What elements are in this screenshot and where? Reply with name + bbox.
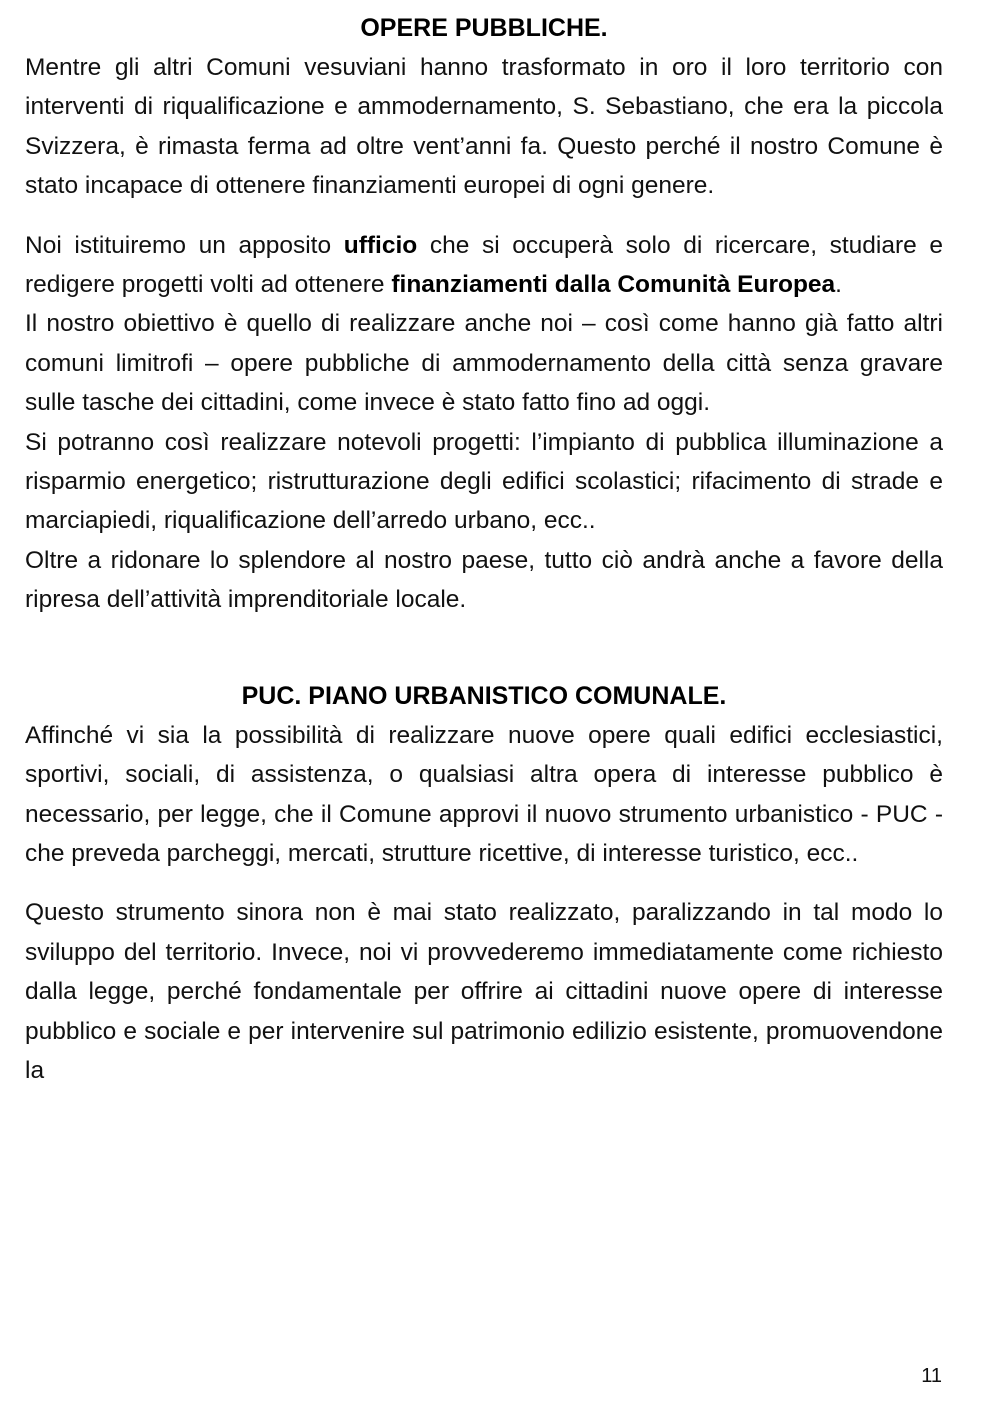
text-run: che si occuperà solo di ricercare, studiare e redigere progetti volti ad ottenere [25,231,944,299]
section-title-puc: PUC. PIANO URBANISTICO COMUNALE. [241,681,727,710]
paragraph-spacer [25,206,943,226]
paragraph-intro: Mentre gli altri Comuni vesuviani hanno trasformato in oro il loro territorio con interventi di riqualificazione e ammodernamento, S. Sebastiano, che era la piccola Svizzera, è rimasta ferma ad oltre vent’anni fa. Questo perché il nostro Comune è stato incapace di ottenere finanziamenti europei di ogni genere. [25,54,943,200]
paragraph-splendore: Oltre a ridonare lo splendore al nostro paese, tutto ciò andrà anche a favore della ripresa dell’attività imprenditoriale locale. [25,546,943,614]
paragraph-obiettivo: Il nostro obiettivo è quello di realizzare anche noi – così come hanno già fatto altri comuni limitrofi – opere pubbliche di ammodernamento della città senza gravare sulle tasche dei cittadini, come invece è stato fatto fino ad oggi. [25,310,943,417]
text-run: Noi istituiremo un apposito [25,231,344,259]
paragraph-puc-strumento: Questo strumento sinora non è mai stato realizzato, paralizzando in tal modo lo sviluppo del territorio. Invece, noi vi provvederemo immediatamente come richiesto dalla legge, perché fondamentale per offrire ai cittadini nuove opere di interesse pubblico e sociale e per intervenire sul patrimonio edilizio esistente, promuovendone la [25,899,943,1084]
bold-ufficio: ufficio [343,231,418,259]
text-run: . [835,271,842,299]
section-spacer [25,620,943,676]
bold-finanziamenti: finanziamenti dalla Comunità Europea [391,271,836,299]
paragraph-progetti: Si potranno così realizzare notevoli progetti: l’impianto di pubblica illuminazione a risparmio energetico; ristrutturazione degli edifici scolastici; rifacimento di strade e marciapiedi, riqualificazione dell’arredo urbano, ecc.. [25,428,943,535]
page-number: 11 [921,1365,942,1387]
paragraph-ufficio [25,226,943,305]
paragraph-spacer [25,873,943,893]
paragraph-puc-intro: Affinché vi sia la possibilità di realizzare nuove opere quali edifici ecclesiastici, sportivi, sociali, di assistenza, o qualsiasi altra opera di interesse pubblico è necessario, per legge, che il Comune approvi il nuovo strumento urbanistico - PUC - che preveda parcheggi, mercati, strutture ricettive, di interesse turistico, ecc.. [25,721,943,867]
section-title-opere-pubbliche: OPERE PUBBLICHE. [360,14,608,42]
document-page [25,8,943,1090]
